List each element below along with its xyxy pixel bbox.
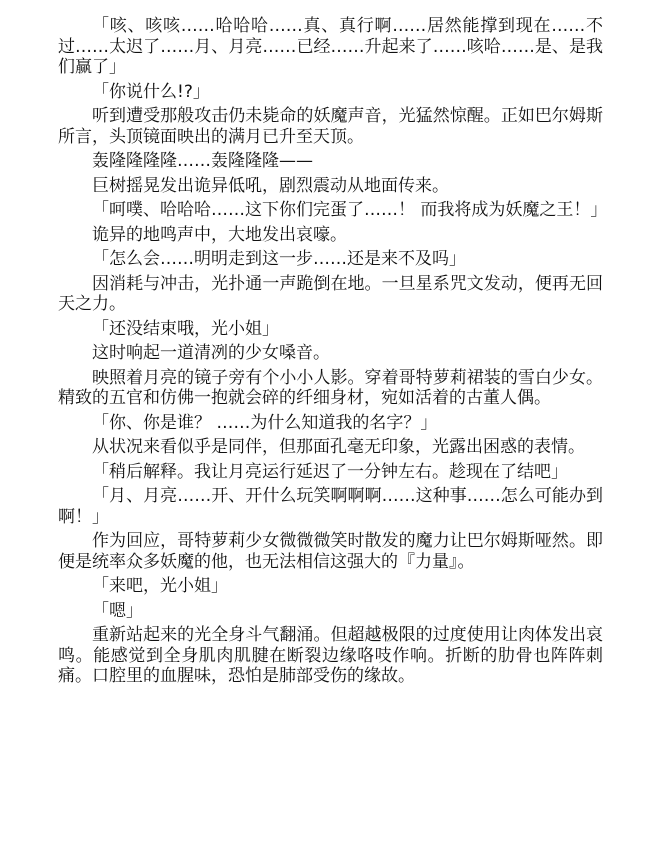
paragraph: 这时响起一道清冽的少女嗓音。 xyxy=(92,343,330,363)
paragraph: 重新站起来的光全身斗气翻涌。但超越极限的过度使用让肉体发出哀鸣。能感觉到全身肌肉肌腱在断裂边缘咯吱作响。折断的肋骨也阵阵刺痛。口腔里的血腥味，恐怕是肺部受伤的缘故。 xyxy=(58,625,603,686)
paragraph: 「稍后解释。我让月亮运行延迟了一分钟左右。趁现在了结吧」 xyxy=(92,461,568,482)
paragraph: 「你说什么!?」 xyxy=(92,81,210,102)
paragraph: 从状况来看似乎是同伴，但那面孔毫无印象，光露出困惑的表情。 xyxy=(92,437,585,457)
paragraph: 「怎么会……明明走到这一步……还是来不及吗」 xyxy=(92,249,466,269)
paragraph: 巨树摇晃发出诡异低吼，剧烈震动从地面传来。 xyxy=(92,175,449,196)
paragraph: 听到遭受那般攻击仍未毙命的妖魔声音，光猛然惊醒。正如巴尔姆斯所言，头顶镜面映出的满月已升至天顶。 xyxy=(58,106,603,147)
paragraph: 「咳、咳咳……哈哈哈……真、真行啊……居然能撑到现在……不过……太迟了……月、月亮……已经……升起来了……咳哈……是、是我们赢了」 xyxy=(58,16,603,77)
paragraph: 「还没结束哦，光小姐」 xyxy=(92,318,279,339)
paragraph: 「呵噗、哈哈哈……这下你们完蛋了……！ 而我将成为妖魔之王！」 xyxy=(92,200,608,220)
paragraph: 因消耗与冲击，光扑通一声跪倒在地。一旦星系咒文发动，便再无回天之力。 xyxy=(58,273,603,314)
paragraph: 「你、你是谁？ ……为什么知道我的名字？」 xyxy=(92,412,438,433)
paragraph: 作为回应，哥特萝莉少女微微微笑时散发的魔力让巴尔姆斯哑然。即便是统率众多妖魔的他，也无法相信这强大的『力量』。 xyxy=(58,531,603,572)
paragraph: 「来吧，光小姐」 xyxy=(92,576,228,596)
paragraph: 诡异的地鸣声中，大地发出哀嚎。 xyxy=(92,224,347,245)
paragraph: 轰隆隆隆隆……轰隆隆隆—— xyxy=(92,151,313,171)
paragraph: 映照着月亮的镜子旁有个小小人影。穿着哥特萝莉裙装的雪白少女。精致的五官和仿佛一抱就会碎的纤细身材，宛如活着的古董人偶。 xyxy=(58,367,603,408)
novel-page xyxy=(58,16,608,691)
paragraph: 「月、月亮……开、开什么玩笑啊啊啊……这种事……怎么可能办到啊！」 xyxy=(58,486,603,527)
paragraph: 「嗯」 xyxy=(92,600,143,621)
